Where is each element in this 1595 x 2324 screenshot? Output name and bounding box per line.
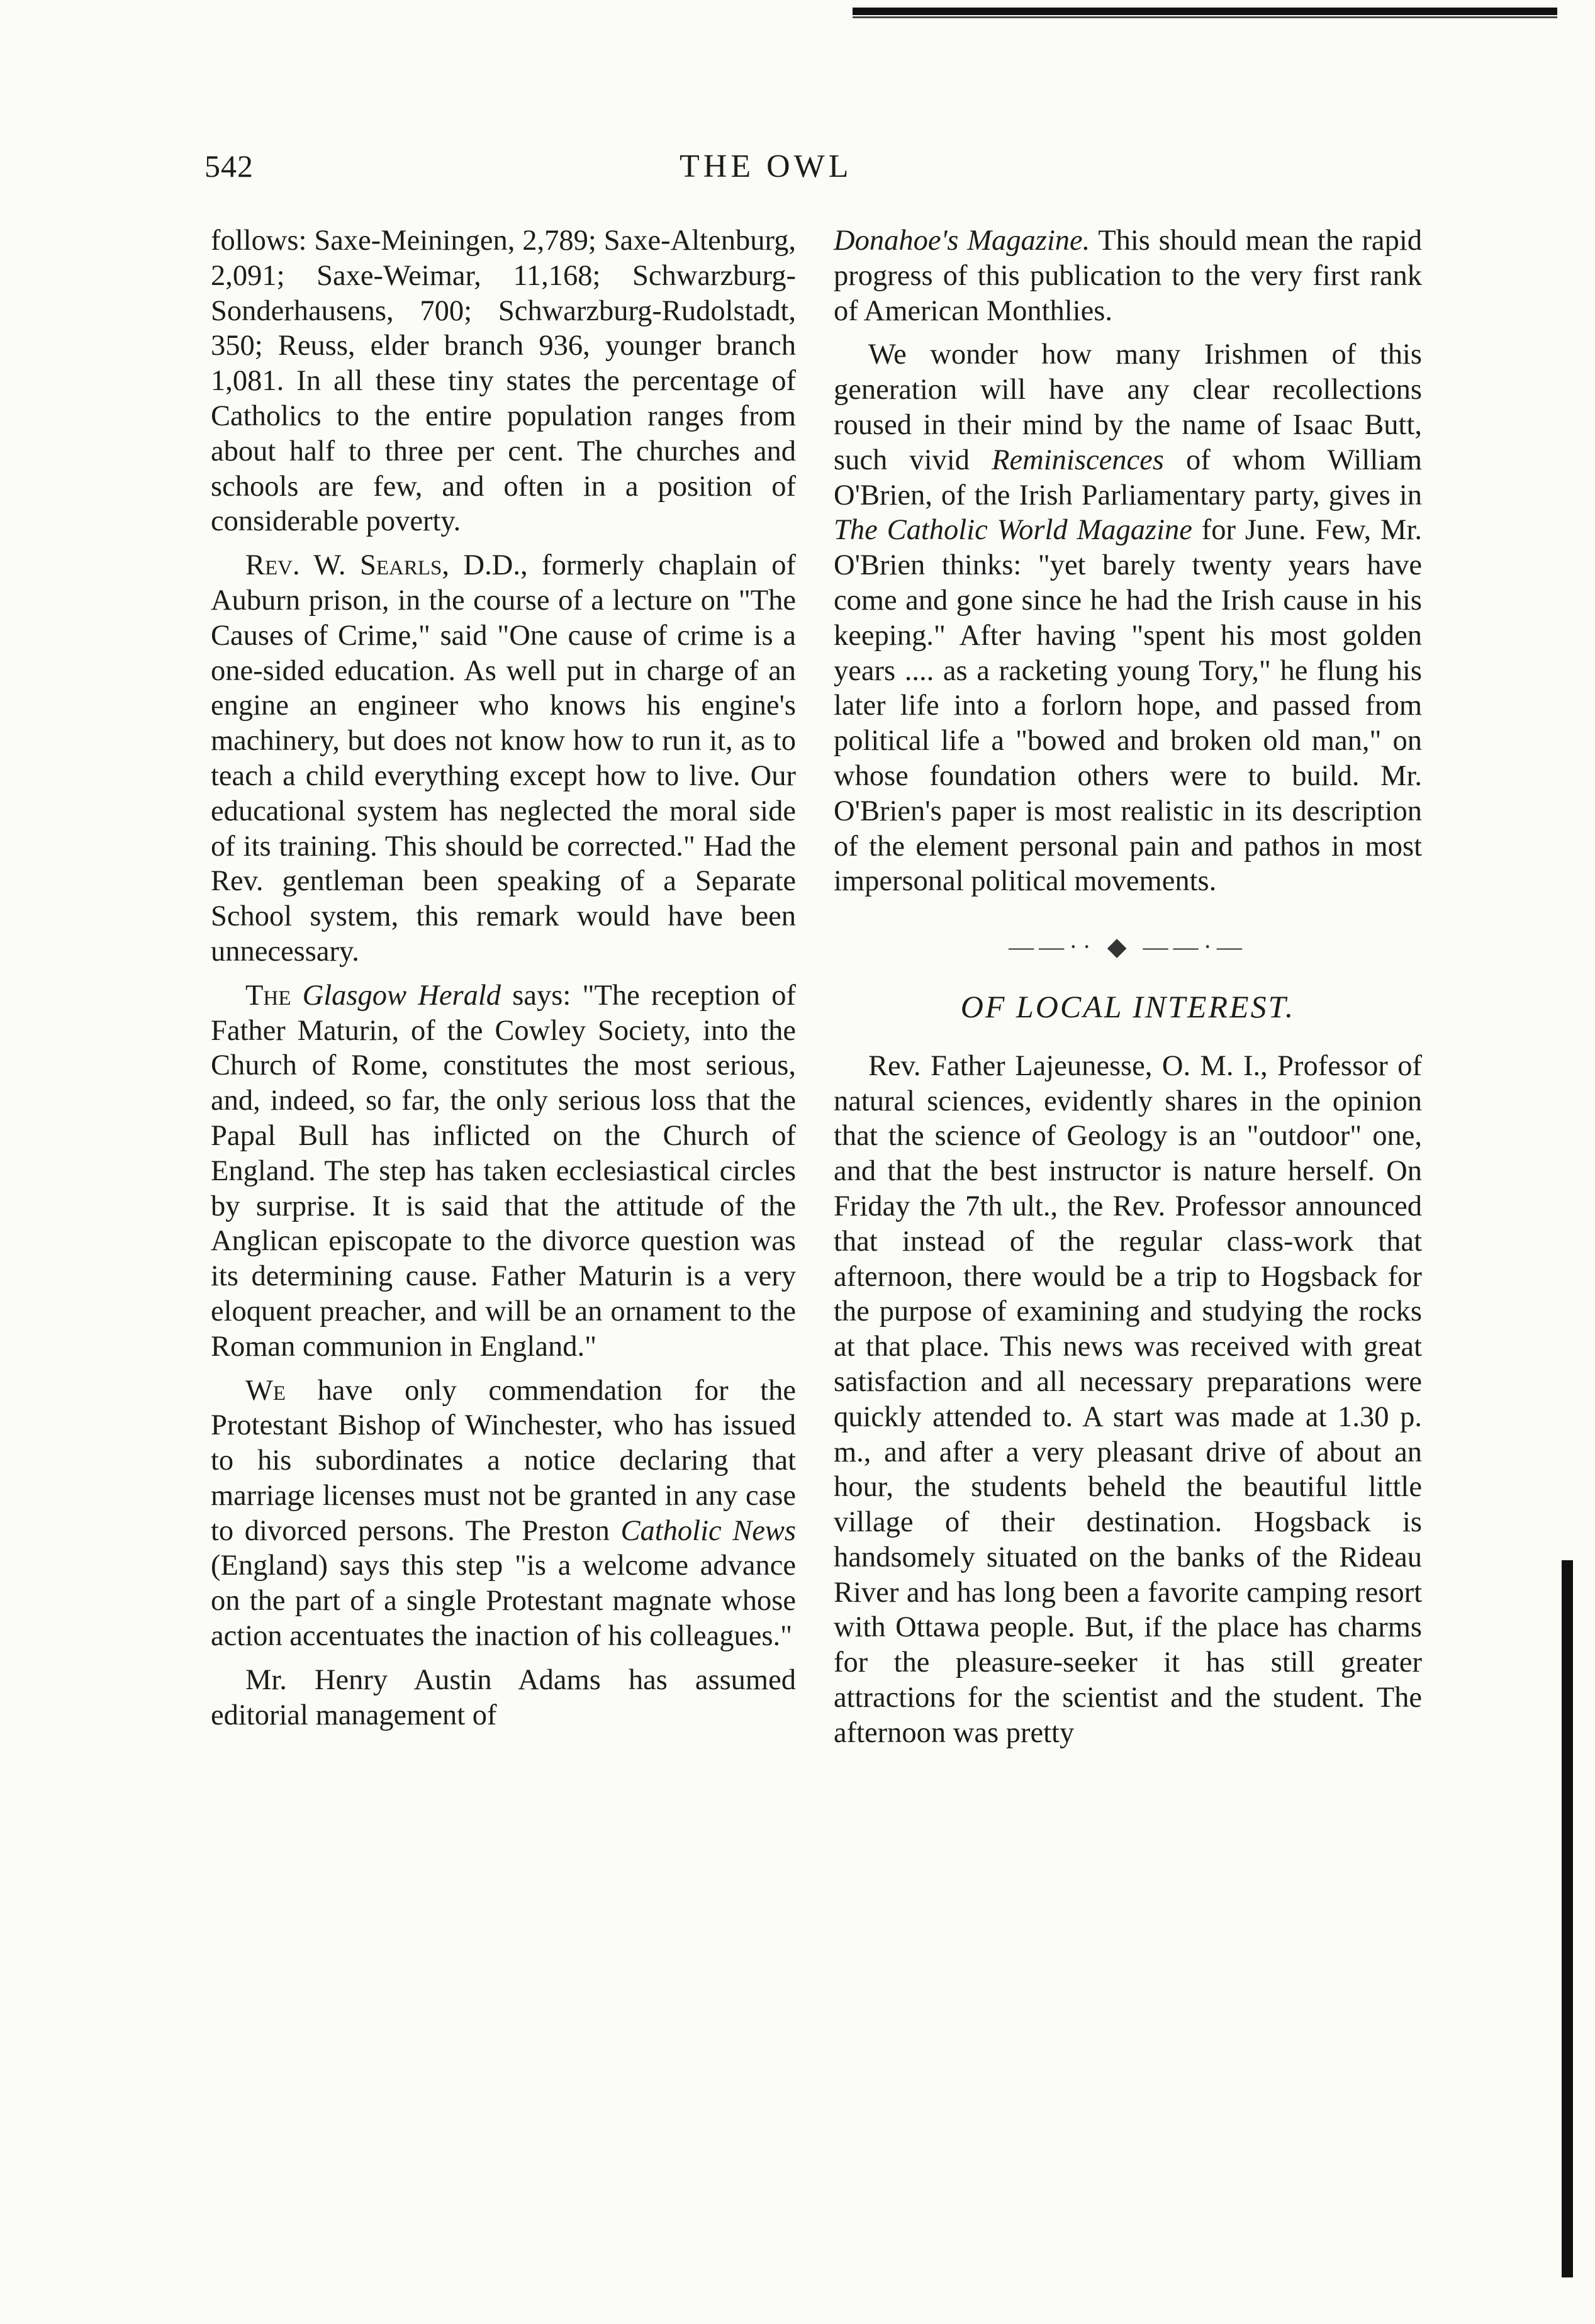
publication-title: Donahoe's Magazine. [834, 225, 1090, 257]
paragraph-text: of whom William O'Brien, of the Irish Parliamentary party, gives in [834, 444, 1422, 511]
publication-title: Catholic News [620, 1514, 796, 1547]
right-column [834, 223, 1422, 1760]
paragraph-isaac-butt [834, 337, 1422, 899]
publication-title: Glasgow Herald [302, 979, 501, 1012]
paragraph-text: This should mean the rapid progress of this publication to the very first rank of American Monthlies. [834, 225, 1422, 327]
paragraph-continued [834, 223, 1422, 328]
paragraph-text: (England) says this step "is a welcome advance on the part of a single Protestant magnate whose action accentuates the inaction of his colleagues." [211, 1550, 796, 1653]
lead-words: Rev. W. Searls, D.D., [245, 549, 528, 582]
page-number: 542 [204, 148, 254, 184]
publication-title: Reminiscences [992, 444, 1164, 476]
paragraph-continued: follows: Saxe-Meiningen, 2,789; Saxe-Altenburg, 2,091; Saxe-Weimar, 11,168; Schwarzburg-Sonderhausens, 700; Schwarzburg-Rudolstadt, 350; Reuss, elder branch 936, younger branch 1,081. In all these tiny states the percentage of Catholics to the entire population ranges from about half to three per cent. The churches and schools are few, and often in a position of considerable poverty. [211, 225, 796, 538]
paragraph-text: for June. Few, Mr. O'Brien thinks: "yet barely twenty years have come and gone since he had the Irish cause in his keeping." After having "spent his most golden years .... as a racketing young Tory," he flung his later life into a forlorn hope, and passed from political life a "bowed and broken old man," on whose foundation others were to build. Mr. O'Brien's paper is most realistic in its description of the element personal pain and pathos in most impersonal political movements. [834, 514, 1422, 898]
paragraph-searls [211, 548, 796, 969]
top-rule [853, 8, 1557, 15]
section-ornament: ——·· ◆ ——·— [1009, 932, 1247, 961]
paragraph-text: have only commendation for the Protestant Bishop of Winchester, who has issued to his subordinates a notice declaring that marriage licenses must not be granted in any case to divorced persons. The Preston [211, 1374, 796, 1547]
running-head: THE OWL [680, 148, 853, 184]
top-rule-thin [853, 16, 1557, 18]
left-column [211, 223, 796, 1741]
paragraph-text: formerly chaplain of Auburn prison, in the course of a lecture on "The Causes of Crime," said "One cause of crime is a one-sided education. As well put in charge of an engine an engineer who knows his engine's machinery, but does not know how to run it, as to teach a child everything except how to live. Our educational system has neglected the moral side of its training. This should be corrected." Had the Rev. gentleman been speaking of a Separate School system, this remark would have been unnecessary. [211, 549, 796, 968]
paragraph-text: says: "The reception of Father Maturin, of the Cowley Society, into the Church of Rome, constitutes the most serious, and, indeed, so far, the only serious loss that the Papal Bull has inflicted on the Church of England. The step has taken ecclesiastical circles by surprise. It is said that the attitude of the Anglican episcopate to the divorce question was its determining cause. Father Maturin is a very eloquent preacher, and will be an ornament to the Roman communion in England." [211, 979, 796, 1363]
lead-words: We [245, 1374, 286, 1407]
publication-title: The Catholic World Magazine [834, 514, 1192, 547]
paragraph-adams: Mr. Henry Austin Adams has assumed editorial management of [211, 1663, 796, 1731]
section-heading: OF LOCAL INTEREST. [960, 988, 1296, 1024]
paragraph-lajeunesse: Rev. Father Lajeunesse, O. M. I., Professor of natural sciences, evidently shares in the opinion that the science of Geology is an "outdoor" one, and that the best instructor is nature herself. On Friday the 7th ult., the Rev. Professor announced that instead of the regular class-work that afternoon, there would be a trip to Hogsback for the purpose of examining and studying the rocks at that place. This news was received with great satisfaction and all necessary preparations were quickly attended to. A start was made at 1.30 p. m., and after a very pleasant drive of about an hour, the students beheld the beautiful little village of their destination. Hogsback is handsomely situated on the banks of the Rideau River and has long been a favorite camping resort with Ottawa people. But, if the place has charms for the pleasure-seeker it has still greater attractions for the scientist and the student. The afternoon was pretty [834, 1049, 1422, 1749]
lead-words: The [245, 979, 291, 1012]
margin-bar [1562, 1560, 1573, 2277]
paragraph-glasgow-herald [211, 978, 796, 1365]
paragraph-winchester [211, 1373, 796, 1654]
paragraph-text: We wonder how many Irishmen of this generation will have any clear recollections roused in their mind by the name of Isaac Butt, such vivid [834, 338, 1422, 476]
